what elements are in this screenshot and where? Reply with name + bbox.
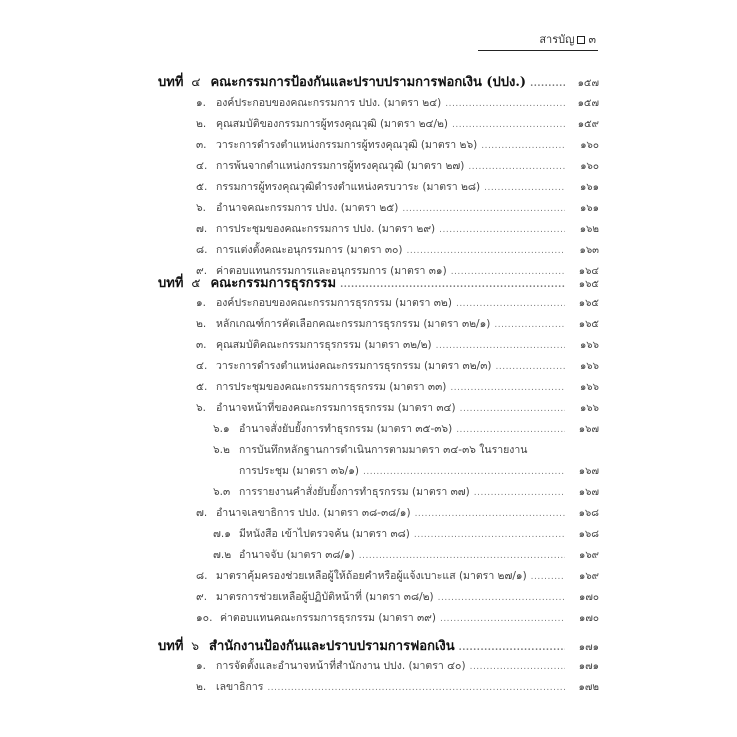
leader-dots — [415, 509, 565, 519]
entry-label: อำนาจคณะกรรมการ ปปง. (มาตรา ๒๕) — [216, 202, 399, 214]
page-number: ๑๗๐ — [579, 592, 599, 603]
page-number: ๑๗๒ — [578, 682, 599, 693]
entry-label: การประชุมของคณะกรรมการธุรกรรม (มาตรา ๓๓) — [216, 381, 447, 393]
entry-number: ๖.๑ — [213, 423, 230, 435]
entry-label: องค์ประกอบของคณะกรรมการ ปปง. (มาตรา ๒๔) — [216, 97, 442, 109]
page-number: ๑๖๖ — [579, 382, 599, 393]
page-number: ๑๕๙ — [577, 119, 599, 130]
entry-label: อำนาจเลขาธิการ ปปง. (มาตรา ๓๘-๓๘/๑) — [216, 507, 411, 519]
entry-number: ๗. — [196, 507, 208, 519]
chapter-title: คณะกรรมการธุรกรรม — [210, 276, 337, 291]
entry-number: ๕. — [196, 381, 208, 393]
leader-dots — [452, 120, 565, 130]
entry-number: ๖.๓ — [213, 486, 231, 498]
entry-number: ๔. — [196, 160, 208, 172]
entry-number: ๑๐. — [196, 612, 213, 624]
square-bullet-icon — [577, 36, 585, 44]
entry-number: ๕. — [196, 181, 208, 193]
toc-entry[interactable] — [196, 199, 599, 219]
page-number: ๑๕๗ — [577, 98, 599, 109]
chapter-word: บทที่ — [158, 639, 184, 654]
toc-entry[interactable] — [196, 378, 599, 398]
toc-entry[interactable] — [196, 657, 599, 677]
page-number: ๑๖๕ — [578, 279, 599, 290]
chapter-heading[interactable] — [158, 272, 599, 292]
page-number: ๑๕๗ — [577, 78, 599, 89]
chapter-number: ๔ — [191, 75, 201, 89]
toc-entry[interactable] — [196, 136, 599, 156]
toc-subentry[interactable] — [213, 420, 599, 440]
header-title: สารบัญ — [539, 33, 575, 46]
page-number: ๑๖๔ — [578, 266, 599, 277]
leader-dots — [359, 551, 565, 561]
toc-entry[interactable] — [196, 588, 599, 608]
chapter-number: ๖ — [191, 639, 200, 653]
entry-number: ๑. — [196, 660, 207, 672]
entry-label: มาตรการช่วยเหลือผู้ปฏิบัติหน้าที่ (มาตรา ๓๘/๒) — [216, 591, 434, 603]
toc-entry[interactable] — [196, 315, 599, 335]
leader-dots — [456, 299, 565, 309]
entry-label: หลักเกณฑ์การคัดเลือกคณะกรรมการธุรกรรม (มาตรา ๓๒/๑) — [216, 318, 491, 330]
chapter-title: คณะกรรมการป้องกันและปราบปรามการฟอกเงิน (ปปง.) — [210, 75, 527, 90]
entry-number: ๗.๒ — [213, 549, 232, 561]
entry-number: ๘. — [196, 570, 208, 582]
chapter-heading[interactable] — [158, 71, 599, 91]
entry-number: ๘. — [196, 244, 208, 256]
chapter-word: บทที่ — [158, 276, 184, 291]
leader-dots — [468, 162, 565, 172]
toc-entry[interactable] — [196, 504, 599, 524]
leader-dots — [459, 643, 565, 653]
entry-number: ๖. — [196, 202, 207, 214]
toc-subentry[interactable] — [213, 441, 599, 461]
header-page-number: ๓ — [588, 33, 596, 46]
toc-entry[interactable] — [196, 294, 599, 314]
entry-label: วาระการดำรงตำแหน่งคณะกรรมการธุรกรรม (มาตรา ๓๒/๓) — [216, 360, 492, 372]
leader-dots — [440, 614, 565, 624]
entry-label: การประชุม (มาตรา ๓๖/๑) — [239, 465, 359, 477]
entry-label: การรายงานคำสั่งยับยั้งการทำธุรกรรม (มาตรา ๓๗) — [239, 486, 470, 498]
page-number: ๑๖๑ — [579, 203, 599, 214]
leader-dots — [439, 225, 565, 235]
leader-dots — [414, 530, 565, 540]
page-number: ๑๖๖ — [579, 340, 599, 351]
leader-dots — [470, 662, 565, 672]
entry-label: การจัดตั้งและอำนาจหน้าที่สำนักงาน ปปง. (มาตรา ๔๐) — [216, 660, 466, 672]
entry-number: ๔. — [196, 360, 208, 372]
entry-label: กรรมการผู้ทรงคุณวุฒิดำรงตำแหน่งครบวาระ (มาตรา ๒๘) — [216, 181, 481, 193]
entry-label: อำนาจหน้าที่ของคณะกรรมการธุรกรรม (มาตรา ๓๔) — [216, 402, 456, 414]
leader-dots — [474, 488, 565, 498]
leader-dots — [445, 99, 565, 109]
page-number: ๑๖๐ — [580, 161, 599, 172]
entry-number: ๒. — [196, 318, 207, 330]
leader-dots — [450, 383, 565, 393]
entry-number: ๓. — [196, 339, 207, 351]
entry-label: ค่าตอบแทนกรรมการและอนุกรรมการ (มาตรา ๓๑) — [216, 265, 447, 277]
entry-number: ๓. — [196, 139, 207, 151]
entry-number: ๑. — [196, 97, 207, 109]
entry-label: องค์ประกอบของคณะกรรมการธุรกรรม (มาตรา ๓๒) — [216, 297, 452, 309]
entry-number: ๙. — [196, 265, 208, 277]
toc-entry[interactable] — [196, 241, 599, 261]
entry-label: วาระการดำรงตำแหน่งกรรมการผู้ทรงคุณวุฒิ (มาตรา ๒๖) — [216, 139, 478, 151]
page-number: ๑๖๗ — [578, 424, 599, 435]
leader-dots — [340, 280, 565, 290]
toc-entry[interactable] — [196, 157, 599, 177]
page-number: ๑๗๐ — [579, 613, 599, 624]
entry-label: มีหนังสือ เข้าไปตรวจค้น (มาตรา ๓๘) — [239, 528, 410, 540]
toc-entry[interactable] — [196, 94, 599, 114]
leader-dots — [484, 183, 565, 193]
leader-dots — [436, 341, 565, 351]
toc-entry[interactable] — [196, 115, 599, 135]
entry-label: คุณสมบัติของกรรมการผู้ทรงคุณวุฒิ (มาตรา ๒๔/๒) — [216, 118, 448, 130]
page-number: ๑๖๖ — [579, 403, 599, 414]
entry-label: อำนาจสั่งยับยั้งการทำธุรกรรม (มาตรา ๓๕-๓๖) — [239, 423, 453, 435]
leader-dots — [531, 572, 565, 582]
header-rule — [478, 50, 598, 51]
chapter-title: สำนักงานป้องกันและปราบปรามการฟอกเงิน — [209, 639, 455, 654]
chapter-word: บทที่ — [158, 75, 184, 90]
running-header — [478, 30, 596, 49]
page-number: ๑๖๙ — [578, 550, 599, 561]
entry-number: ๖.๒ — [213, 444, 230, 456]
page-number: ๑๖๖ — [579, 361, 599, 372]
chapter-heading[interactable] — [158, 635, 599, 655]
entry-label: คุณสมบัติคณะกรรมการธุรกรรม (มาตรา ๓๒/๒) — [216, 339, 432, 351]
leader-dots — [402, 204, 565, 214]
entry-number: ๙. — [196, 591, 208, 603]
entry-number: ๑. — [196, 297, 207, 309]
toc-entry[interactable] — [196, 567, 599, 587]
toc-entry[interactable] — [196, 609, 599, 629]
toc-entry[interactable] — [196, 399, 599, 419]
page-number: ๑๖๙ — [578, 571, 599, 582]
toc-subentry-continuation[interactable] — [239, 462, 599, 482]
page-number: ๑๖๗ — [578, 466, 599, 477]
leader-dots — [494, 320, 565, 330]
toc-entry[interactable] — [196, 678, 599, 698]
toc-entry[interactable] — [196, 220, 599, 240]
leader-dots — [407, 246, 565, 256]
toc-entry[interactable] — [196, 178, 599, 198]
page-number: ๑๖๘ — [578, 529, 599, 540]
page-number: ๑๗๑ — [578, 642, 599, 653]
entry-label: อำนาจจับ (มาตรา ๓๘/๑) — [239, 549, 355, 561]
chapter-number: ๕ — [191, 276, 201, 290]
leader-dots — [481, 141, 565, 151]
leader-dots — [530, 79, 565, 89]
page-number: ๑๖๗ — [578, 487, 599, 498]
entry-number: ๗. — [196, 223, 208, 235]
leader-dots — [438, 593, 565, 603]
leader-dots — [363, 467, 565, 477]
toc-subentry[interactable] — [213, 546, 599, 566]
page-number: ๑๖๒ — [579, 224, 599, 235]
entry-label: การบันทึกหลักฐานการดำเนินการตามมาตรา ๓๔-๓๖ ในรายงาน — [239, 444, 528, 456]
leader-dots — [495, 362, 565, 372]
page-number: ๑๖๕ — [578, 319, 599, 330]
page-number: ๑๖๐ — [580, 140, 599, 151]
leader-dots — [460, 404, 565, 414]
entry-number: ๒. — [196, 118, 207, 130]
entry-number: ๖. — [196, 402, 207, 414]
entry-label: ค่าตอบแทนคณะกรรมการธุรกรรม (มาตรา ๓๙) — [220, 612, 436, 624]
leader-dots — [456, 425, 565, 435]
entry-label: การแต่งตั้งคณะอนุกรรมการ (มาตรา ๓๐) — [216, 244, 403, 256]
toc-subentry[interactable] — [213, 525, 599, 545]
toc-entry[interactable] — [196, 336, 599, 356]
entry-label: การประชุมของคณะกรรมการ ปปง. (มาตรา ๒๙) — [216, 223, 436, 235]
toc-subentry[interactable] — [213, 483, 599, 503]
leader-dots — [267, 683, 565, 693]
entry-label: มาตราคุ้มครองช่วยเหลือผู้ให้ถ้อยคำหรือผู้แจ้งเบาะแส (มาตรา ๒๗/๑) — [216, 570, 527, 582]
entry-number: ๒. — [196, 681, 207, 693]
page-number: ๑๖๑ — [579, 182, 599, 193]
entry-number: ๗.๑ — [213, 528, 231, 540]
entry-label: เลขาธิการ — [216, 681, 264, 693]
page-number: ๑๖๕ — [578, 298, 599, 309]
page-number: ๑๖๘ — [578, 508, 599, 519]
entry-label: การพ้นจากตำแหน่งกรรมการผู้ทรงคุณวุฒิ (มาตรา ๒๗) — [216, 160, 465, 172]
page-number: ๑๖๓ — [579, 245, 599, 256]
toc-entry[interactable] — [196, 357, 599, 377]
page-number: ๑๗๑ — [578, 661, 599, 672]
